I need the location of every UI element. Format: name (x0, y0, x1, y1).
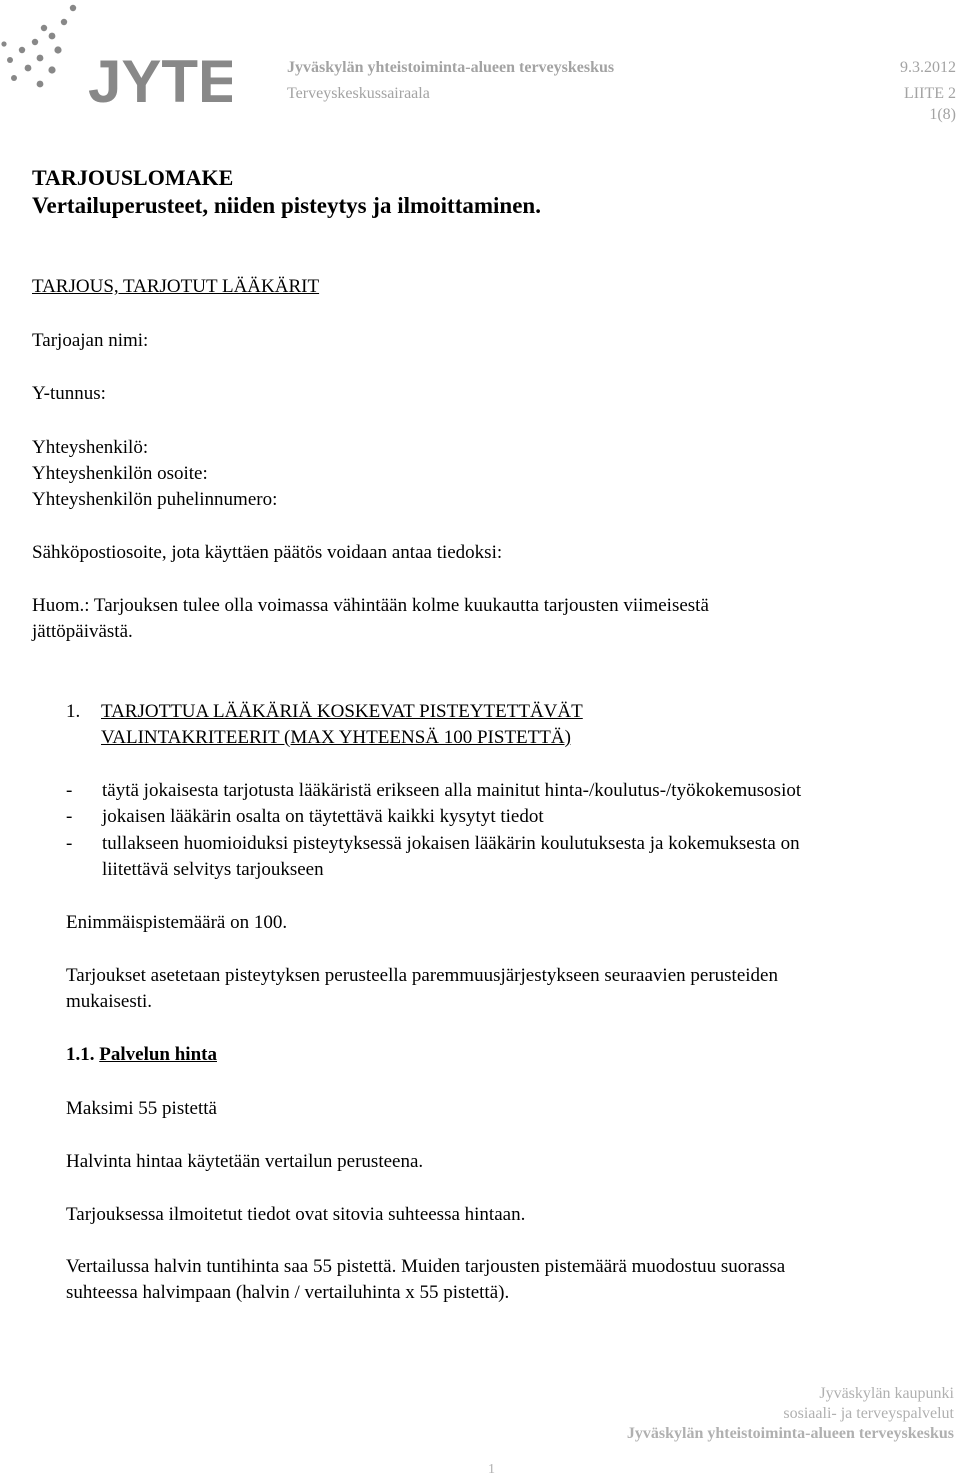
form-title: TARJOUSLOMAKE (32, 165, 234, 190)
logo-text: JYTE (88, 48, 232, 112)
section1-heading-line2: VALINTAKRITEERIT (MAX YHTEENSÄ 100 PISTETTÄ) (101, 727, 571, 748)
contact-phone-label: Yhteyshenkilön puhelinnumero: (32, 489, 278, 510)
header-date: 9.3.2012 (900, 59, 956, 76)
header-unit: Terveyskeskussairaala (287, 85, 430, 102)
contact-person-label: Yhteyshenkilö: (32, 437, 149, 458)
jyte-logo (0, 0, 232, 112)
bidder-name-label: Tarjoajan nimi: (32, 330, 149, 351)
validity-note-line2: jättöpäivästä. (32, 621, 133, 642)
email-label: Sähköpostiosoite, jota käyttäen päätös voidaan antaa tiedoksi: (32, 542, 503, 563)
validity-note-line1: Huom.: Tarjouksen tulee olla voimassa vähintään kolme kuukautta tarjousten viimeisestä (32, 595, 709, 616)
offer-heading: TARJOUS, TARJOTUT LÄÄKÄRIT (32, 276, 320, 297)
header-page-count: 1(8) (929, 106, 956, 123)
form-subtitle: Vertailuperusteet, niiden pisteytys ja ilmoittaminen. (32, 193, 541, 218)
ranking-text-line2: mukaisesti. (66, 991, 153, 1012)
footer-org: Jyväskylän yhteistoiminta-alueen terveyskeskus (626, 1425, 954, 1442)
section1-heading-line1: TARJOTTUA LÄÄKÄRIÄ KOSKEVAT PISTEYTETTÄVÄT (101, 701, 583, 722)
price-binding-text: Tarjouksessa ilmoitetut tiedot ovat sitovia suhteessa hintaan. (66, 1204, 526, 1225)
section1-1-heading (66, 1042, 217, 1068)
criteria-bullet-1 (66, 778, 956, 804)
footer-city: Jyväskylän kaupunki (819, 1385, 954, 1402)
price-formula-line1: Vertailussa halvin tuntihinta saa 55 pistettä. Muiden tarjousten pistemäärä muodostuu suorassa (66, 1256, 786, 1277)
footer-department: sosiaali- ja terveyspalvelut (783, 1405, 954, 1422)
jyte-logo-mark (0, 0, 232, 112)
price-formula-line2: suhteessa halvimpaan (halvin / vertailuhinta x 55 pistettä). (66, 1282, 510, 1303)
section1-1-title: Palvelun hinta (99, 1044, 217, 1065)
bullet-marker: - (66, 780, 73, 801)
page-number: 1 (488, 1462, 495, 1477)
bullet-marker: - (66, 806, 73, 827)
bullet-marker: - (66, 833, 73, 854)
criteria-bullet-3 (66, 831, 956, 857)
price-basis-text: Halvinta hintaa käytetään vertailun perusteena. (66, 1151, 424, 1172)
header-attachment: LIITE 2 (904, 85, 956, 102)
section1-number: 1. (66, 701, 81, 722)
bullet-text: tullakseen huomioiduksi pisteytyksessä jokaisen lääkärin koulutuksesta ja kokemuksesta on (102, 833, 800, 854)
bullet-text: täytä jokaisesta tarjotusta lääkäristä erikseen alla mainitut hinta-/koulutus-/työkokemusosiot (102, 780, 802, 801)
header-org-name: Jyväskylän yhteistoiminta-alueen terveyskeskus (287, 59, 615, 76)
bullet-text: jokaisen lääkärin osalta on täytettävä kaikki kysytyt tiedot (102, 806, 544, 827)
max-points-text: Enimmäispistemäärä on 100. (66, 912, 288, 933)
contact-address-label: Yhteyshenkilön osoite: (32, 463, 208, 484)
price-max-points: Maksimi 55 pistettä (66, 1098, 217, 1119)
criteria-bullet-3-continued: liitettävä selvitys tarjoukseen (102, 859, 324, 880)
ranking-text-line1: Tarjoukset asetetaan pisteytyksen perusteella paremmuusjärjestykseen seuraavien perusteiden (66, 965, 778, 986)
business-id-label: Y-tunnus: (32, 383, 106, 404)
section1-1-number: 1.1. (66, 1044, 95, 1065)
criteria-bullet-2 (66, 804, 956, 830)
